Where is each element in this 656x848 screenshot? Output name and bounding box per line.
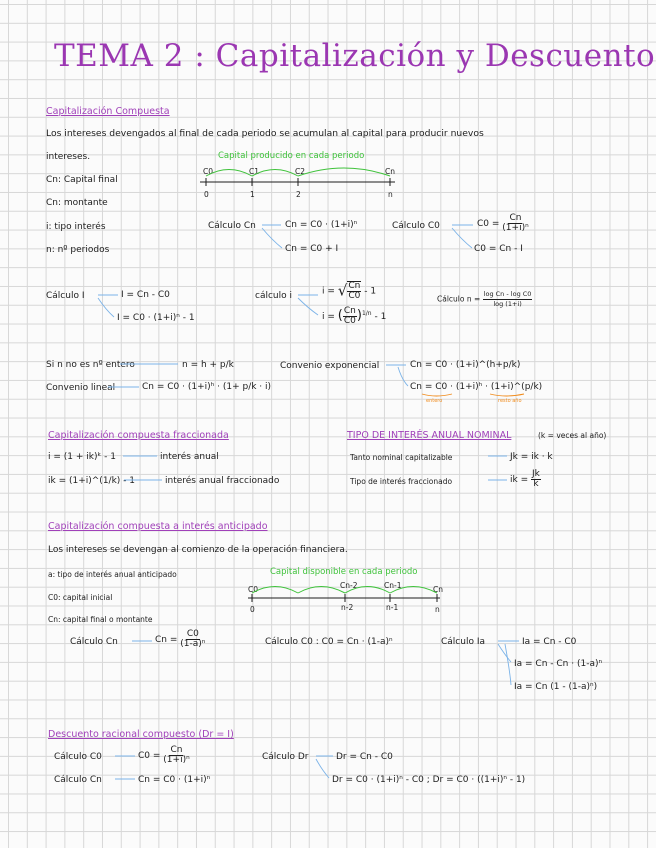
anticipado-calc-c0: Cálculo C0 : C0 = Cn · (1-a)ⁿ [265, 637, 393, 647]
fraccionada-formula-2: ik = (1+i)^(1/k) - 1 [48, 476, 135, 486]
intro-line-1: Los intereses devengados al final de cada periodo se acumulan al capital para producir nuevos [46, 128, 484, 139]
timeline-2-bottom-2: n-1 [386, 603, 399, 612]
timeline-2-top-1: Cn-2 [340, 581, 358, 590]
nominal-row-2-formula: ik = $\frac{Jk}{k}$ [510, 469, 540, 489]
descuento-calc-dr-formula-1: Dr = Cn - C0 [336, 752, 393, 762]
convenio-exponencial-formula-1: Cn = C0 · (1+i)^(h+p/k) [410, 360, 521, 370]
anticipado-calc-cn-formula: Cn = $\frac{C0}{\text{(1-a)ⁿ}}$ [155, 629, 206, 649]
def-capital-final: Cn: Capital final [46, 175, 118, 185]
timeline-2-label: Capital disponible en cada periodo [270, 567, 418, 577]
anticipado-calc-ia-formula-3: Ia = Cn (1 - (1-a)ⁿ) [514, 682, 598, 692]
note-resto-ano: resto año [498, 398, 522, 404]
anticipado-calc-ia-formula-1: Ia = Cn - C0 [522, 637, 577, 647]
timeline-2-top-0: C0 [248, 585, 259, 594]
anticipado-calc-cn-label: Cálculo Cn [70, 637, 118, 647]
fraccionada-formula-1-label: interés anual [160, 452, 219, 462]
calc-cn-label: Cálculo Cn [208, 221, 256, 231]
descuento-calc-cn-formula: Cn = C0 · (1+i)ⁿ [138, 775, 211, 785]
calc-n-formula: Cálculo n = $\frac{\text{log Cn - log C0}}{\log (1+i)}$ [437, 290, 532, 308]
calc-c0-label: Cálculo C0 [392, 221, 440, 231]
calc-c0-formula-2: C0 = Cn - I [474, 244, 523, 254]
calc-tipo-i-label: cálculo i [255, 291, 292, 301]
anticipado-calc-ia-formula-2: Ia = Cn - Cn · (1-a)ⁿ [514, 659, 603, 669]
heading-capitalizacion-compuesta: Capitalización Compuesta [46, 106, 170, 117]
bracket-notes [422, 394, 524, 396]
calc-c0-formula-1: C0 = $\frac{Cn}{\text{(1+i)ⁿ}}$ [477, 213, 529, 233]
heading-descuento-racional: Descuento racional compuesto (Dr = I) [48, 729, 234, 740]
def-periodos: n: nº periodos [46, 245, 110, 255]
def-tipo-interes: i: tipo interés [46, 222, 106, 232]
descuento-calc-cn-label: Cálculo Cn [54, 775, 102, 785]
nominal-note: (k = veces al año) [538, 431, 607, 440]
non-integer-label: Si n no es nº entero [46, 360, 135, 370]
descuento-calc-dr-formula-2: Dr = C0 · (1+i)ⁿ - C0 ; Dr = C0 · ((1+i)ⁿ - 1) [332, 775, 526, 785]
timeline-1-bottom-1: 1 [250, 190, 255, 199]
non-integer-formula: n = h + p/k [182, 360, 234, 370]
nominal-row-1-label: Tanto nominal capitalizable [350, 453, 453, 462]
calc-tipo-i-formula-2: i = ( $\frac{Cn}{C0}$ )$^{1/n}$ - 1 [322, 306, 387, 326]
heading-capitalizacion-fraccionada: Capitalización compuesta fraccionada [48, 430, 229, 441]
heading-tipo-interes-nominal: TIPO DE INTERÉS ANUAL NOMINAL [347, 430, 512, 441]
calc-tipo-i-formula-1: i = √ $\frac{Cn}{C0}$ - 1 [322, 281, 377, 301]
nominal-row-2-label: Tipo de interés fraccionado [350, 477, 453, 486]
timeline-1-top-0: C0 [203, 167, 214, 176]
timeline-2-top-3: Cn [433, 585, 443, 594]
timeline-1-top-3: Cn [385, 167, 395, 176]
intro-line-2: intereses. [46, 152, 91, 162]
calc-i-label: Cálculo I [46, 291, 85, 301]
calc-cn-formula-1: Cn = C0 · (1+i)ⁿ [285, 220, 358, 230]
def-montante: Cn: montante [46, 198, 108, 208]
timeline-2-bottom-0: 0 [250, 605, 255, 614]
nominal-row-1-formula: Jk = ik · k [510, 452, 553, 462]
anticipado-calc-ia-label: Cálculo Ia [441, 637, 485, 647]
calc-cn-formula-2: Cn = C0 + I [285, 244, 339, 254]
timeline-1-top-2: C2 [295, 167, 306, 176]
def-tipo-anticipado: a: tipo de interés anual anticipado [48, 570, 177, 579]
timeline-1-bottom-0: 0 [204, 190, 209, 199]
timeline-1-bottom-3: n [388, 190, 393, 199]
timeline-2 [248, 594, 440, 602]
note-entero: entero [426, 398, 443, 404]
timeline-2-top-2: Cn-1 [384, 581, 402, 590]
heading-interes-anticipado: Capitalización compuesta a interés anticipado [48, 521, 268, 532]
convenio-lineal-formula: Cn = C0 · (1+i)ʰ · (1+ p/k · i) [142, 382, 272, 392]
fraccionada-formula-2-label: interés anual fraccionado [165, 476, 280, 486]
fraccionada-formula-1: i = (1 + ik)ᵏ - 1 [48, 452, 117, 462]
timeline-1-bottom-2: 2 [296, 190, 301, 199]
anticipado-intro: Los intereses se devengan al comienzo de la operación financiera. [48, 545, 348, 555]
calc-i-formula-1: I = Cn - C0 [121, 290, 170, 300]
convenio-exponencial-label: Convenio exponencial [280, 361, 380, 371]
timeline-1 [200, 178, 395, 186]
timeline-1-label: Capital producido en cada periodo [218, 151, 365, 161]
descuento-calc-c0-formula: C0 = $\frac{Cn}{\text{(1+i)ⁿ}}$ [138, 745, 190, 765]
descuento-calc-c0-label: Cálculo C0 [54, 752, 102, 762]
def-capital-final-montante: Cn: capital final o montante [48, 615, 153, 624]
timeline-1-top-1: C1 [249, 167, 260, 176]
convenio-exponencial-formula-2: Cn = C0 · (1+i)ʰ · (1+i)^(p/k) [410, 382, 543, 392]
def-capital-inicial: C0: capital inicial [48, 593, 113, 602]
convenio-lineal-label: Convenio lineal [46, 383, 116, 393]
timeline-2-bottom-3: n [435, 605, 440, 614]
page-title: TEMA 2 : Capitalización y Descuento [54, 38, 656, 74]
descuento-calc-dr-label: Cálculo Dr [262, 752, 309, 762]
calc-i-formula-2: I = C0 · (1+i)ⁿ - 1 [117, 313, 195, 323]
timeline-2-bottom-1: n-2 [341, 603, 354, 612]
